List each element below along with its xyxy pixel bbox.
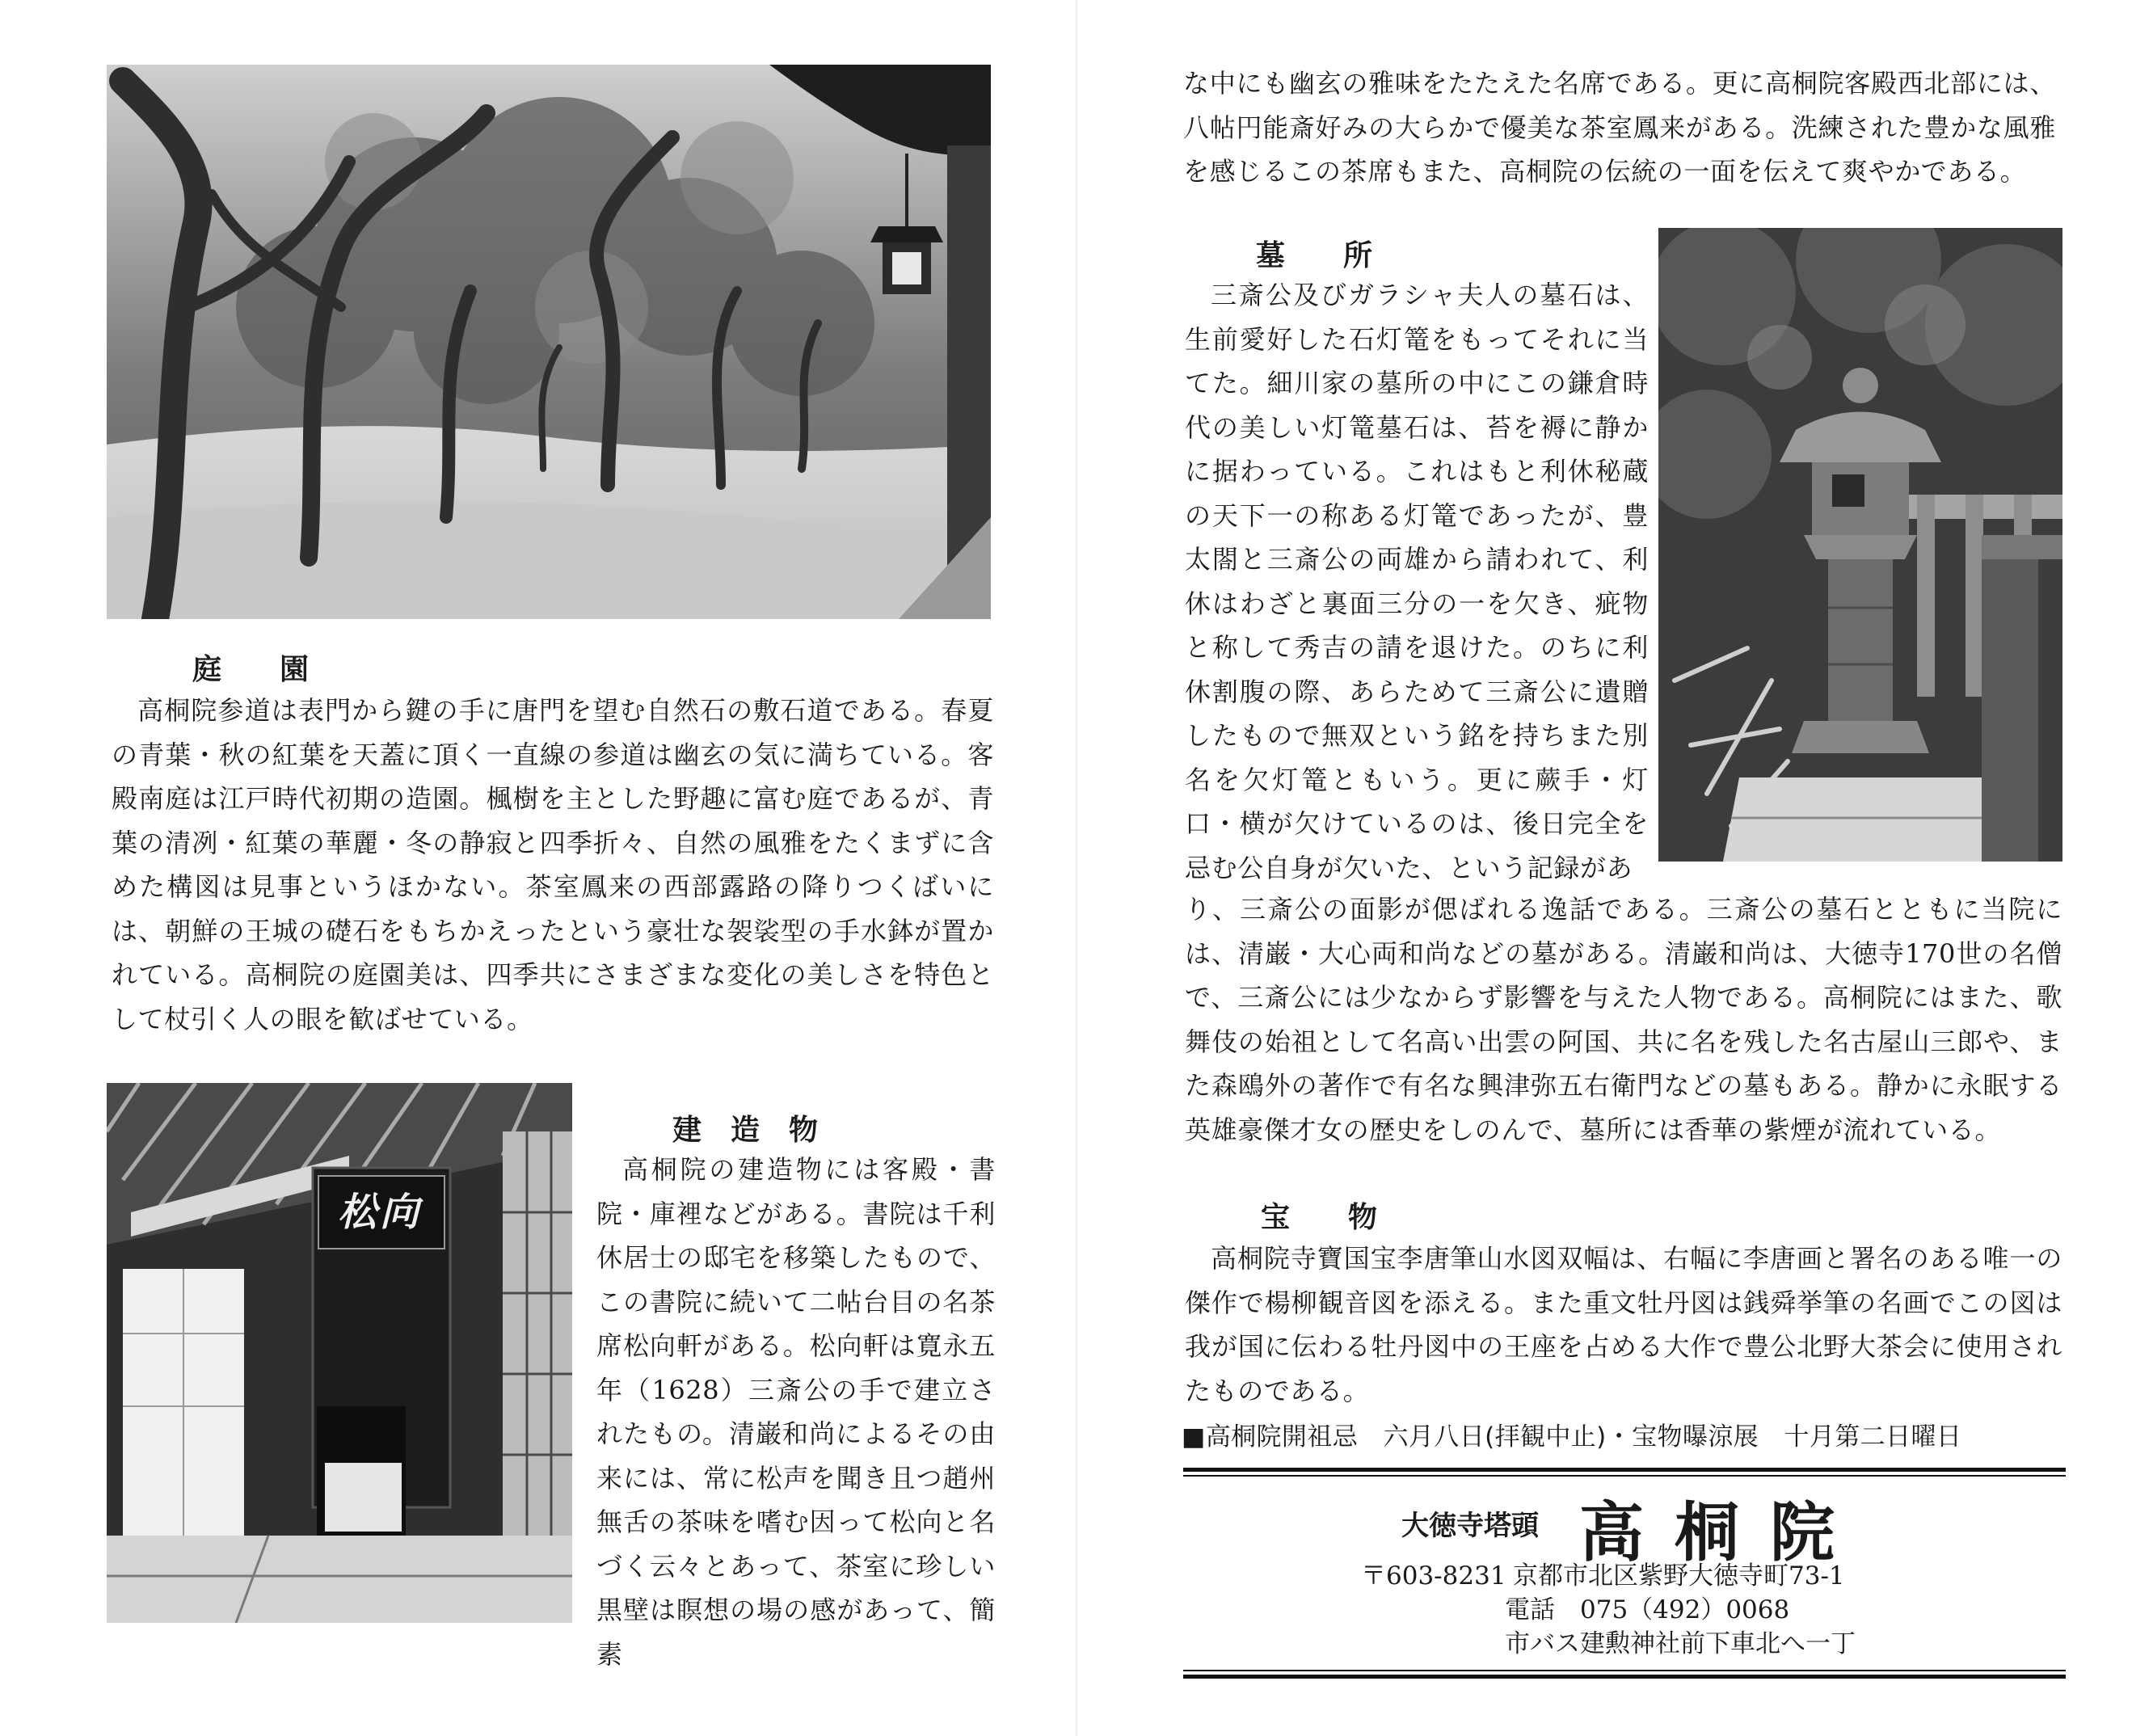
buildings-heading: 建 造 物 [672,1113,819,1147]
garden-photo [107,65,991,619]
treasures-body: 高桐院寺寶国宝李唐筆山水図双幅は、右幅に李唐画と署名のある唯一の傑作で楊柳観音図を添える。また重文牡丹図は銭舜挙筆の名画でこの図は我が国に伝わる牡丹図中の王座を占める大作で豊公北野大茶会に使用されたものである。 [1185,1243,2062,1406]
footer-rule-top [1183,1468,2066,1472]
temple-name: 高桐院 [1579,1494,1865,1570]
grave-body-beside-photo: 三斎公及びガラシャ夫人の墓石は、生前愛好した石灯篭をもってそれに当てた。細川家の墓所の中にこの鎌倉時代の美しい灯篭墓石は、苔を褥に静かに据わっている。これはもと利休秘蔵の天下一の称ある灯篭であったが、豊太閤と三斎公の両雄から請われて、利休はわざと裏面三分の一を欠き、疵物と称して秀吉の請を退けた。のちに利休割腹の際、あらためて三斎公に遺贈したもので無双という銘を持ちまた別名を欠灯篭ともいう。更に蕨手・灯口・横が欠けているのは、後日完全を忌む公自身が欠いた、という記録があ [1185,280,1649,883]
garden-heading: 庭 園 [192,652,310,686]
buildings-continuation: な中にも幽玄の雅味をたたえた名席である。更に高桐院客殿西北部には、八帖円能斎好みの大らかで優美な茶室鳳来がある。洗練された豊かな風雅を感じるこの茶席もまた、高桐院の伝統の一面を伝えて爽やかである。 [1183,68,2056,187]
grave-heading: 墓 所 [1256,238,1373,272]
left-page [0,0,1076,1736]
tearoom-photo [107,1083,572,1623]
tearoom-plaque: 松向 [337,1190,422,1235]
buildings-body: 高桐院の建造物には客殿・書院・庫裡などがある。書院は千利休居士の邸宅を移築したもので、この書院に続いて二帖台目の名茶席松向軒がある。松向軒は寛永五年（1628）三斎公の手で建立されたもの。清巌和尚によるその由来には、常に松声を聞き且つ趙州無舌の茶味を嗜む因って松向と名づく云々とあって、茶室に珍しい黒壁は瞑想の場の感があって、簡素 [596,1154,996,1670]
footer-rule-top-thin [1183,1475,2066,1477]
phone: 電話 075（492）0068 [1505,1595,1790,1624]
footer-rule-bottom [1183,1675,2066,1679]
postal-code: 〒603-8231 [1361,1561,1506,1591]
garden-body: 高桐院参道は表門から鍵の手に唐門を望む自然石の敷石道である。春夏の青葉・秋の紅葉を天蓋に頂く一直線の参道は幽玄の気に満ちている。客殿南庭は江戸時代初期の造園。楓樹を主とした野趣に富む庭であるが、青葉の清冽・紅葉の華麗・冬の静寂と四季折々、自然の風雅をたくまずに含めた構図は見事というほかない。茶室鳳来の西部露路の降りつくばいには、朝鮮の王城の礎石をもちかえったという豪壮な袈裟型の手水鉢が置かれている。高桐院の庭園美は、四季共にさまざまな変化の美しさを特色として杖引く人の眼を歓ばせている。 [112,695,994,1034]
grave-body-full-width: り、三斎公の面影が偲ばれる逸話である。三斎公の墓石とともに当院には、清巌・大心両和尚などの墓がある。清巌和尚は、大徳寺170世の名僧で、三斎公には少なからず影響を与えた人物である。高桐院にはまた、歌舞伎の始祖として名高い出雲の阿国、共に名を残した名古屋山三郎や、また森鴎外の著作で有名な興津弥五右衛門などの墓もある。静かに永眠する英雄豪傑才女の歴史をしのんで、墓所には香華の紫煙が流れている。 [1185,894,2062,1145]
right-page [1076,0,2153,1736]
address: 京都市北区紫野大徳寺町73-1 [1513,1561,1845,1591]
grave-lantern-photo [1658,228,2062,862]
footer-rule-bottom-thin [1183,1670,2066,1671]
treasures-heading: 宝 物 [1261,1200,1378,1234]
temple-subtitle: 大徳寺塔頭 [1401,1510,1539,1542]
notice-line: ■高桐院開祖忌 六月八日(拝観中止)・宝物曝涼展 十月第二日曜日 [1182,1422,1962,1452]
bus-access: 市バス建勲神社前下車北へ一丁 [1505,1629,1856,1658]
